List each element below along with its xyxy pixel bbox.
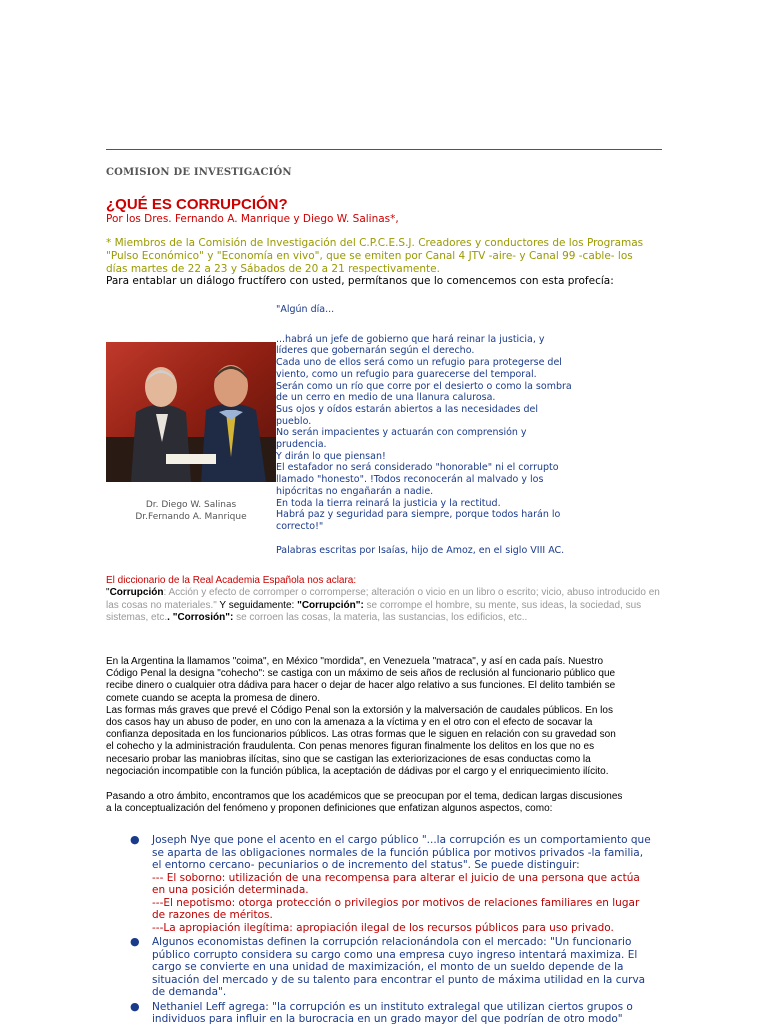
- list-item-line: Algunos economistas definen la corrupción relacionándola con el mercado: "Un funcionario: [152, 936, 632, 948]
- definition-corrosion: se corroen las cosas, la materia, las sustancias, los edificios, etc..: [233, 612, 528, 624]
- paragraph-coima: [106, 656, 662, 778]
- prophecy-line: prudencia.: [276, 439, 327, 451]
- prophecy-line: ...habrá un jefe de gobierno que hará reinar la justicia, y: [276, 333, 545, 345]
- paragraph-line: confianza depositada en los funcionarios públicos. Las otras formas que le siguen en relación con su gravedad son: [106, 729, 616, 741]
- prophecy-line: pueblo.: [276, 415, 312, 427]
- list-item-line: ---El nepotismo: otorga protección o privilegios por motivos de relaciones familiares en lugar: [152, 896, 640, 909]
- list-item-line: en una posición determinada.: [152, 884, 309, 896]
- paragraph-academicos: [106, 791, 662, 815]
- paragraph-line: Código Penal la designa "cohecho": se castiga con un máximo de seis años de reclusión al funcionario público que: [106, 668, 616, 680]
- bullet-icon: ●: [130, 999, 140, 1013]
- list-item-line: ---La apropiación ilegítima: apropiación ilegal de los recursos públicos para uso privado.: [152, 921, 614, 934]
- prophecy-block: [276, 304, 576, 556]
- photo-caption: [106, 499, 276, 523]
- quote-mark: ": [106, 587, 110, 599]
- prophecy-lines: [276, 334, 576, 533]
- paragraph-line: necesario probar las maniobras ilícitas, sino que se castigan las exteriorizaciones de esas conductas como la: [106, 753, 591, 765]
- authors-photo: [106, 342, 276, 482]
- list-item: [130, 1001, 660, 1026]
- list-item: [130, 936, 660, 999]
- members-note: [106, 237, 664, 276]
- prophecy-line: En toda la tierra reinará la justicia y la rectitud.: [276, 497, 501, 509]
- paragraph-line: comete cuando se acepta la promesa de dinero.: [106, 692, 321, 704]
- prophecy-line: Sus ojos y oídos estarán abiertos a las necesidades del: [276, 403, 539, 415]
- prophecy-line: El estafador no será considerado "honorable" ni el corrupto: [276, 462, 559, 474]
- list-item: [130, 834, 660, 934]
- members-note-line: días martes de 22 a 23 y Sábados de 20 a 21 respectivamente.: [106, 263, 440, 275]
- list-item-line: el entorno cercano- pecuniarios o de incremento del status". Se puede distinguir:: [152, 859, 580, 871]
- authors-line: Por los Dres. Fernando A. Manrique y Diego W. Salinas*,: [106, 213, 399, 225]
- list-item-line: Nethaniel Leff agrega: "la corrupción es un instituto extralegal que utilizan ciertos grupos o: [152, 1000, 633, 1013]
- prophecy-opening: "Algún día...: [276, 304, 335, 315]
- list-item-line: --- El soborno: utilización de una recompensa para alterar el juicio de una persona que actúa: [152, 871, 640, 884]
- caption-line: Dr.Fernando A. Manrique: [135, 512, 247, 522]
- dictionary-definitions: [106, 575, 666, 625]
- prophecy-attribution: Palabras escritas por Isaías, hijo de Amoz, en el siglo VIII AC.: [276, 544, 565, 556]
- definitions-list: [130, 834, 660, 1028]
- prophecy-line: Y dirán lo que piensan!: [276, 450, 386, 462]
- list-item-line: de razones de méritos.: [152, 909, 273, 921]
- list-item-line: cargo se convierte en una unidad de maximización, el monto de un sueldo depende de la: [152, 961, 624, 973]
- prophecy-line: Cada uno de ellos será como un refugio para protegerse del: [276, 357, 562, 369]
- prophecy-line: hipócritas no engañarán a nadie.: [276, 485, 434, 497]
- paragraph-line: Las formas más graves que prevé el Código Penal son la extorsión y la malversación de caudales públicos. En los: [106, 704, 613, 716]
- prophecy-line: de un cerro en medio de una llanura calurosa.: [276, 392, 496, 404]
- prophecy-line: Habrá paz y seguridad para siempre, porque todos harán lo: [276, 509, 561, 521]
- prophecy-line: viento, como un refugio para guarecerse del temporal.: [276, 368, 537, 380]
- prophecy-line: No serán impacientes y actuarán con comprensión y: [276, 427, 527, 439]
- prophecy-line: llamado "honesto". !Todos reconocerán al malvado y los: [276, 474, 544, 486]
- paragraph-line: Pasando a otro ámbito, encontramos que los académicos que se preocupan por el tema, dedican largas discusiones: [106, 791, 623, 802]
- paragraph-line: En la Argentina la llamamos "coima", en México "mordida", en Venezuela "matraca", y así en cada país. Nuestro: [106, 656, 604, 667]
- authors-photo-image: [106, 342, 276, 482]
- intro-text: Para entablar un diálogo fructífero con usted, permítanos que lo comencemos con esta profecía:: [106, 275, 614, 287]
- prophecy-line: correcto!": [276, 520, 324, 532]
- definition-corrupcion-2: se corrompe el hombre, su mente, sus ideas, la sociedad, sus sistemas, etc.: [106, 599, 642, 624]
- list-item-line: se aparta de las obligaciones normales de la función pública por motivos privados -la familia,: [152, 846, 644, 859]
- list-item-line: Joseph Nye que pone el acento en el cargo público "...la corrupción es un comportamiento que: [152, 834, 651, 846]
- bullet-icon: ●: [130, 833, 140, 846]
- top-divider: [106, 149, 662, 150]
- dictionary-heading: El diccionario de la Real Academia Española nos aclara:: [106, 575, 357, 586]
- members-note-line: * Miembros de la Comisión de Investigación del C.P.C.E.S.J. Creadores y conductores de los Programas: [106, 237, 644, 249]
- list-item-line: público corrupto considera su cargo como una empresa cuyo ingreso intentará maximiza. El: [152, 948, 638, 961]
- prophecy-line: líderes que gobernarán según el derecho.: [276, 345, 475, 357]
- section-label: COMISION DE INVESTIGACIÓN: [106, 167, 292, 178]
- separator-text: .: [167, 612, 173, 624]
- paragraph-line: recibe dinero o cualquier otra dádiva para hacer o dejar de hacer algo relativo a sus funciones. El delito también se: [106, 680, 616, 692]
- list-item-line: situación del mercado y de su talento para encontrar el punto de máxima utilidad en la curva: [152, 973, 646, 986]
- caption-line: Dr. Diego W. Salinas: [145, 500, 237, 510]
- term-corrupcion: Corrupción: [109, 587, 164, 599]
- paragraph-line: negociación incompatible con la función pública, la aceptación de dádivas por el cargo y el enriquecimiento ilícito.: [106, 765, 609, 777]
- definition-corrupcion: : Acción y efecto de corromper o corromperse; alteración o vicio en un libro o escrito; vicio, abuso introducido en las cosas no materiales.": [106, 587, 660, 611]
- term-corrupcion-2: "Corrupción":: [297, 599, 364, 611]
- list-item-line: de demanda".: [152, 986, 227, 998]
- paragraph-line: el cohecho y la administración fraudulenta. Con penas menores figuran finalmente los delitos en los que no es: [106, 741, 595, 753]
- members-note-line: "Pulso Económico" y "Economía en vivo", que se emiten por Canal 4 JTV -aire- y Canal 99 -cable- los: [106, 250, 633, 262]
- page-title: ¿QUÉ ES CORRUPCIÓN?: [106, 196, 288, 213]
- bullet-icon: ●: [130, 935, 140, 948]
- paragraph-line: dos casos hay un abuso de poder, en uno con la amenaza a la víctima y en el otro con el efecto de socavar la: [106, 717, 593, 729]
- paragraph-line: a la conceptualización del fenómeno y proponen definiciones que enfatizan algunos aspectos, como:: [106, 803, 553, 815]
- term-corrosion: "Corrosión":: [172, 612, 234, 624]
- list-item-line: individuos para influir en la burocracia en un grado mayor del que podrían de otro modo": [152, 1013, 623, 1025]
- connector-text: Y seguidamente:: [216, 599, 298, 611]
- prophecy-line: Serán como un río que corre por el desierto o como la sombra: [276, 380, 572, 392]
